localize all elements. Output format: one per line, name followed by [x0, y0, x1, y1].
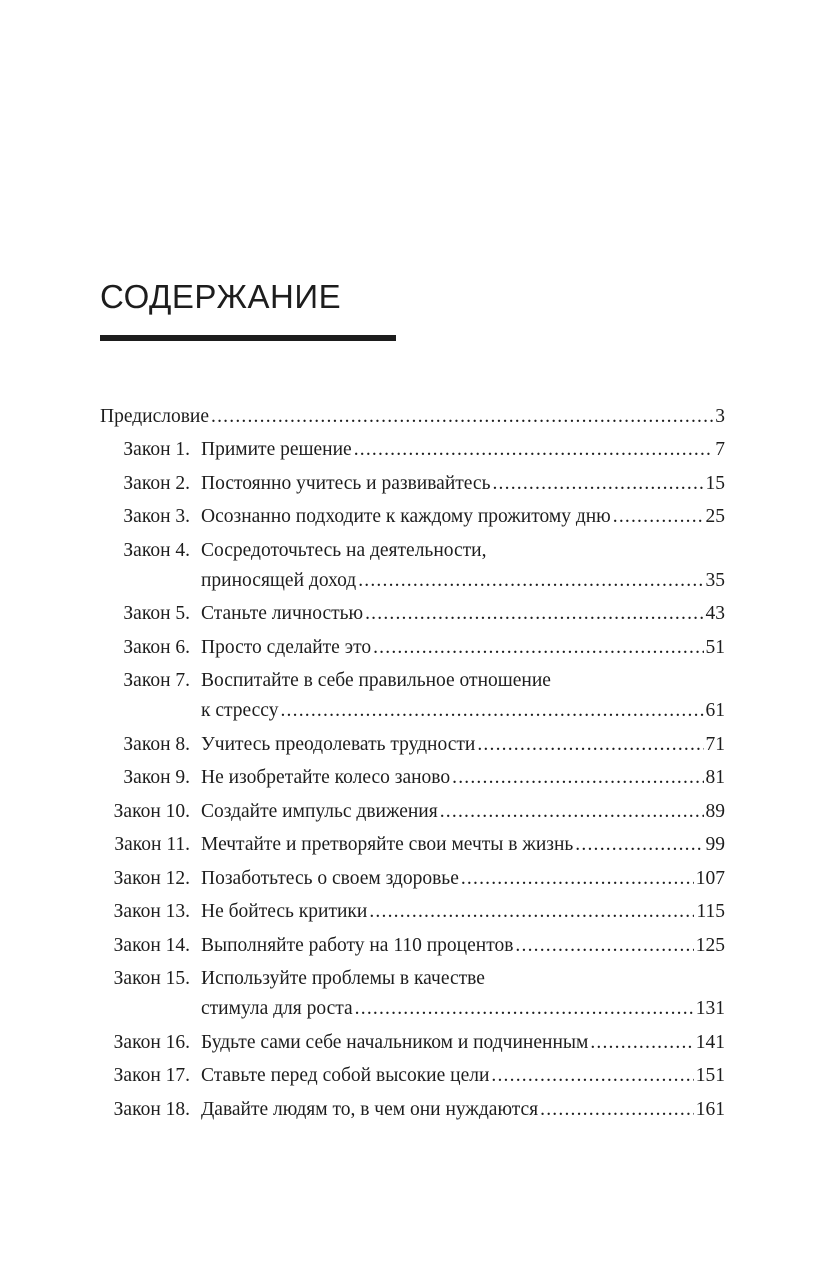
toc-entry-line	[201, 730, 725, 760]
toc-entry-line	[201, 536, 725, 566]
toc-entry-title: Не изобретайте колесо заново	[201, 767, 451, 788]
toc-entry-law-13[interactable]	[100, 897, 725, 927]
toc-entry-title: Примите решение	[201, 439, 352, 460]
toc-entry-law-16[interactable]	[100, 1028, 725, 1058]
toc-law-number: Закон 3.	[123, 506, 190, 527]
toc-entry-title: Осознанно подходите к каждому прожитому дню	[201, 506, 611, 527]
dot-leader	[477, 730, 703, 760]
toc-page-number: 51	[705, 636, 725, 658]
toc-entry-body	[201, 599, 725, 629]
toc-entry-body	[201, 666, 725, 726]
toc-entry-law-17[interactable]	[100, 1061, 725, 1091]
toc-law-number: Закон 10.	[113, 800, 190, 822]
toc-entry-law-5[interactable]	[100, 599, 725, 629]
toc-entry-line	[201, 763, 725, 793]
toc-entry-line	[201, 633, 725, 663]
toc-entry-body	[201, 730, 725, 760]
toc-page-number: 7	[715, 439, 725, 460]
toc-entry-line	[201, 666, 725, 696]
toc-entry-title: Воспитайте в себе правильное отношение	[201, 670, 551, 691]
toc-law-number: Закон 17.	[113, 1065, 190, 1086]
toc-entry-line	[201, 469, 725, 499]
toc-entry-line	[201, 864, 725, 894]
toc-entry-title: Предисловие	[100, 406, 210, 427]
toc-page-number: 3	[715, 406, 725, 427]
toc-entry-law-1[interactable]	[100, 435, 725, 465]
toc-page-number: 15	[705, 472, 725, 494]
toc-entry-body	[201, 633, 725, 663]
toc-entry-title: Выполняйте работу на 110 процентов	[201, 934, 514, 956]
toc-entry-title: Давайте людям то, в чем они нуждаются	[201, 1098, 539, 1120]
toc-entry-title: к стрессу	[201, 700, 279, 721]
dot-leader	[492, 469, 703, 499]
toc-entry-title: Будьте сами себе начальником и подчиненным	[201, 1031, 589, 1053]
toc-page-number: 89	[705, 800, 725, 822]
toc-entry-line	[201, 994, 725, 1024]
toc-entry-title: Создайте импульс движения	[201, 800, 438, 822]
toc-law-number: Закон 13.	[113, 901, 190, 922]
dot-leader	[575, 830, 703, 860]
toc-entry-line	[201, 599, 725, 629]
toc-entry-body	[201, 502, 725, 532]
toc-entry-preface[interactable]	[100, 402, 725, 432]
toc-entry-body	[201, 864, 725, 894]
toc-page-number: 81	[705, 767, 725, 788]
toc-entry-title: Позаботьтесь о своем здоровье	[201, 867, 459, 889]
toc-entry-title: стимула для роста	[201, 998, 353, 1019]
toc-law-number: Закон 14.	[113, 934, 190, 956]
toc-law-list	[100, 435, 725, 1125]
dot-leader	[515, 931, 693, 961]
toc-entry-title: Просто сделайте это	[201, 636, 372, 658]
toc-law-number: Закон 4.	[123, 539, 190, 561]
toc-entry-title: Сосредоточьтесь на деятельности,	[201, 539, 487, 561]
dot-leader	[354, 435, 714, 465]
toc-page-number: 131	[695, 998, 725, 1019]
page-title: СОДЕРЖАНИЕ	[100, 278, 342, 315]
toc-entry-law-2[interactable]	[100, 469, 725, 499]
toc-entry-line	[201, 696, 725, 726]
toc-entry-body	[201, 469, 725, 499]
toc-entry-law-18[interactable]	[100, 1095, 725, 1125]
toc-entry-line	[201, 1061, 725, 1091]
dot-leader	[452, 763, 703, 793]
toc-law-number: Закон 16.	[113, 1031, 190, 1053]
dot-leader	[440, 797, 704, 827]
toc-entry-line	[201, 435, 725, 465]
toc-law-number: Закон 9.	[123, 767, 190, 788]
toc-entry-law-14[interactable]	[100, 931, 725, 961]
toc-entry-body	[201, 435, 725, 465]
toc-page-number: 61	[705, 700, 725, 721]
toc-entry-law-12[interactable]	[100, 864, 725, 894]
dot-leader	[365, 599, 703, 629]
toc-entry-body	[201, 1028, 725, 1058]
toc-entry-body	[201, 536, 725, 596]
toc-page-number: 151	[695, 1065, 725, 1086]
toc-entry-line	[201, 897, 725, 927]
toc-entry-body	[201, 830, 725, 860]
dot-leader	[540, 1095, 694, 1125]
toc-page-number: 107	[695, 867, 725, 889]
toc-law-number: Закон 5.	[123, 603, 190, 624]
toc-entry-title: Постоянно учитесь и развивайтесь	[201, 472, 491, 494]
dot-leader	[491, 1061, 693, 1091]
dot-leader	[373, 633, 703, 663]
toc-entry-title: Не бойтесь критики	[201, 901, 368, 922]
toc-entry-law-15[interactable]	[100, 964, 725, 1024]
dot-leader	[369, 897, 694, 927]
title-underline	[100, 335, 396, 341]
table-of-contents	[100, 402, 725, 1128]
toc-entry-body	[201, 763, 725, 793]
toc-entry-law-7[interactable]	[100, 666, 725, 726]
toc-entry-line	[201, 502, 725, 532]
toc-law-number: Закон 12.	[113, 867, 190, 889]
dot-leader	[355, 994, 694, 1024]
toc-law-number: Закон 11.	[114, 834, 190, 855]
toc-entry-line	[201, 797, 725, 827]
toc-entry-body	[201, 931, 725, 961]
toc-entry-body	[201, 1095, 725, 1125]
toc-entry-line	[201, 830, 725, 860]
dot-leader	[280, 696, 703, 726]
toc-page-number: 141	[695, 1031, 725, 1053]
toc-law-number: Закон 1.	[123, 439, 190, 460]
toc-entry-body	[201, 1061, 725, 1091]
toc-law-number: Закон 7.	[123, 670, 190, 691]
toc-law-number: Закон 15.	[113, 968, 190, 989]
toc-entry-body	[201, 964, 725, 1024]
toc-page-number: 25	[705, 506, 725, 527]
toc-entry-body	[201, 797, 725, 827]
toc-law-number: Закон 2.	[123, 472, 190, 494]
toc-page-number: 35	[705, 569, 725, 591]
toc-page-number: 71	[705, 733, 725, 755]
toc-law-number: Закон 18.	[113, 1098, 190, 1120]
dot-leader	[358, 566, 703, 596]
dot-leader	[461, 864, 694, 894]
dot-leader	[211, 402, 713, 432]
toc-entry-law-4[interactable]	[100, 536, 725, 596]
toc-entry-line	[201, 964, 725, 994]
toc-entry-law-11[interactable]	[100, 830, 725, 860]
toc-entry-title: Используйте проблемы в качестве	[201, 968, 485, 989]
dot-leader	[590, 1028, 693, 1058]
toc-entry-title: Ставьте перед собой высокие цели	[201, 1065, 490, 1086]
toc-entry-title: приносящей доход	[201, 569, 357, 591]
toc-page-number: 115	[696, 901, 725, 922]
toc-entry-title: Станьте личностью	[201, 603, 364, 624]
toc-entry-law-9[interactable]	[100, 763, 725, 793]
toc-page-number: 161	[695, 1098, 725, 1120]
toc-entry-line	[201, 1028, 725, 1058]
toc-law-number: Закон 6.	[123, 636, 190, 658]
toc-law-number: Закон 8.	[123, 733, 190, 755]
toc-entry-title: Учитесь преодолевать трудности	[201, 733, 476, 755]
toc-entry-title: Мечтайте и претворяйте свои мечты в жизнь	[201, 834, 574, 855]
toc-page-number: 43	[705, 603, 725, 624]
toc-entry-law-3[interactable]	[100, 502, 725, 532]
toc-entry-line	[201, 931, 725, 961]
toc-entry-law-6[interactable]	[100, 633, 725, 663]
toc-entry-law-8[interactable]	[100, 730, 725, 760]
toc-entry-law-10[interactable]	[100, 797, 725, 827]
toc-page-number: 99	[705, 834, 725, 855]
toc-page-number: 125	[695, 934, 725, 956]
toc-entry-line	[201, 566, 725, 596]
dot-leader	[613, 502, 704, 532]
toc-entry-body	[201, 897, 725, 927]
toc-entry-line	[201, 1095, 725, 1125]
